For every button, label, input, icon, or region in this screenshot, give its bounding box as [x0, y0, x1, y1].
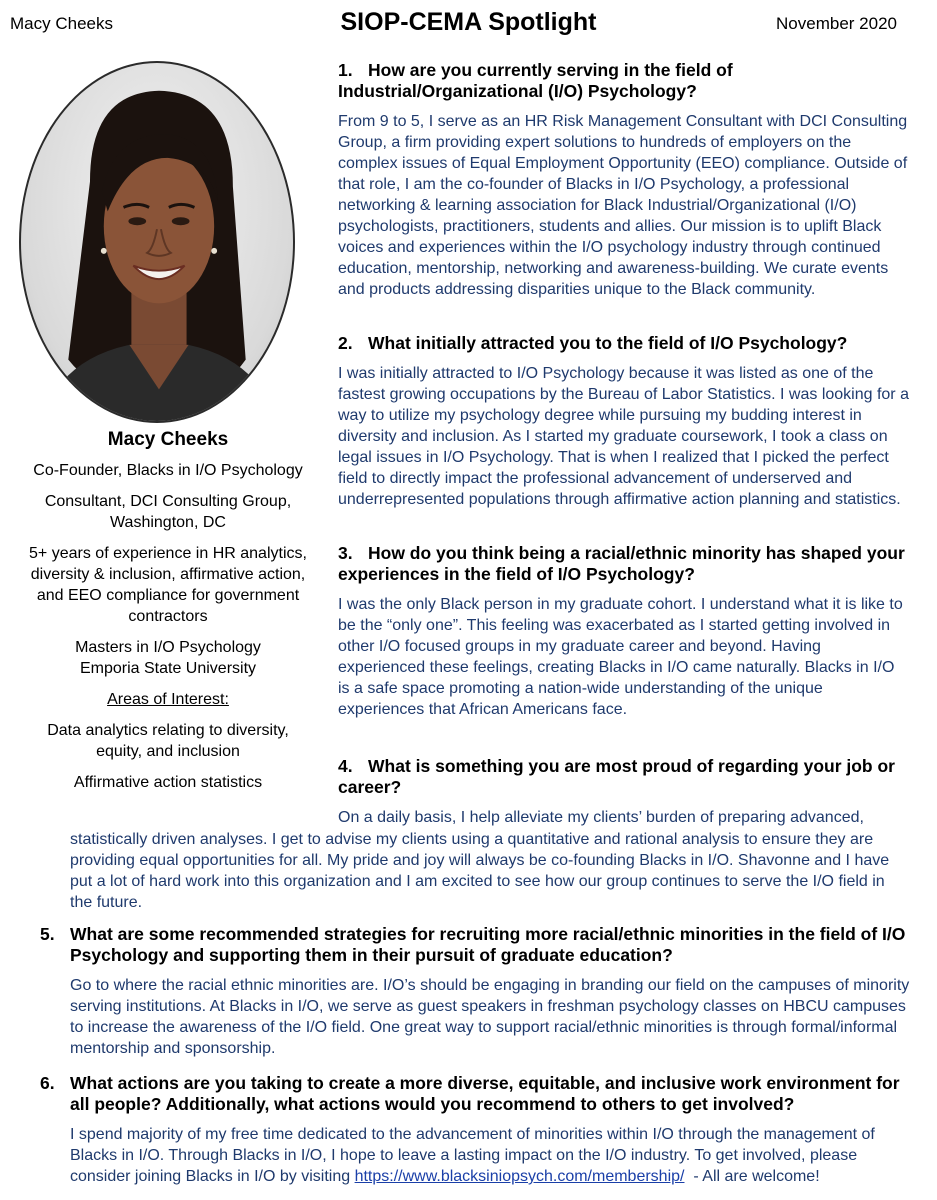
answer-4-continued: statistically driven analyses. I get to advise my clients using a quantitative and rational analysis to ensure they are providing equal opportunities for all. My pride and joy will always be co-founding Blacks in I/O. Shavonne and I have put a lot of hard work into this organization and I am excited to see how our group continues to serve the I/O field in the future.: [70, 831, 890, 911]
profile-photo: [19, 61, 295, 423]
question-text: What are some recommended strategies for recruiting more racial/ethnic minorities in the field of I/O Psychology and supporting them in their pursuit of graduate education?: [70, 924, 906, 965]
answer-6-closing: - All are welcome!: [684, 1168, 820, 1185]
answer-3: I was the only Black person in my graduate cohort. I understand what it is like to be the “only one”. This feeling was exacerbated as I started getting involved in other I/O focused groups in my graduate career and beyond. Having experienced these feelings, creating Blacks in I/O came naturally. Blacks in I/O is a safe space promoting a nation-wide understanding of the unique experiences that African Americans face.: [338, 596, 903, 718]
profile-experience: 5+ years of experience in HR analytics, diversity & inclusion, affirmative action, and EEO compliance for government contractors: [29, 545, 307, 625]
page-title: SIOP-CEMA Spotlight: [340, 8, 597, 36]
answer-6: [70, 1124, 910, 1187]
question-5: [40, 924, 910, 966]
interest-item: Data analytics relating to diversity, equity, and inclusion: [47, 722, 289, 760]
answer-2: I was initially attracted to I/O Psychology because it was listed as one of the fastest growing occupations by the Bureau of Labor Statistics. I was looking for a way to utilize my psychology degree while pursuing my budding interest in diversity and inclusion. As I started my graduate coursework, I took a class on legal issues in I/O Psychology. That is when I realized that I picked the perfect field to directly impact the professional advancement of underserved and underrepresented populations through affirmative action planning and statistics.: [338, 365, 909, 508]
answer-5: Go to where the racial ethnic minorities are. I/O’s should be engaging in branding our field on the campuses of minority serving institutions. At Blacks in I/O, we serve as guest speakers in freshman psychology classes on HBCU campuses to increase the awareness of the I/O field. One great way to support racial/ethnic minorities is through formal/informal mentorship and sponsorship.: [70, 977, 910, 1057]
qa-item-4: [338, 756, 910, 828]
interests-heading: Areas of Interest:: [107, 691, 229, 708]
question-2: [338, 333, 910, 354]
question-number: 2.: [338, 333, 353, 353]
question-number: 1.: [338, 60, 353, 80]
profile-role-consultant: Consultant, DCI Consulting Group, Washington, DC: [44, 493, 292, 531]
question-number: 3.: [338, 543, 353, 563]
question-6: [40, 1073, 910, 1115]
answer-1: From 9 to 5, I serve as an HR Risk Management Consultant with DCI Consulting Group, a firm providing expert solutions to hundreds of employers on the complex issues of Equal Employment Opportunity (EEO) compliance. Outside of that role, I am the co-founder of Blacks in I/O Psychology, a professional networking & learning association for Black Industrial/Organizational (I/O) psychologists, practitioners, students and allies. Our mission is to uplift Black voices and experiences within the I/O psychology industry through continued education, mentorship, networking and awareness-building. We curate events and products addressing disparities unique to the Black community.: [338, 113, 908, 298]
question-number: 4.: [338, 756, 353, 776]
answer-6-text: I spend majority of my free time dedicated to the advancement of minorities within I/O through the management of Blacks in I/O. Through Blacks in I/O, I hope to leave a lasting impact on the I/O industry. To get involved, please consider joining Blacks in I/O by visiting: [70, 1126, 875, 1185]
education-degree: Masters in I/O Psychology: [75, 639, 261, 656]
question-1: [338, 60, 910, 102]
question-text: How do you think being a racial/ethnic minority has shaped your experiences in the field of I/O Psychology?: [338, 543, 905, 584]
profile-card: [18, 428, 318, 803]
portrait-illustration: [21, 63, 293, 421]
question-number: 6.: [40, 1073, 55, 1093]
qa-item-5: [40, 924, 910, 1059]
qa-item-2: [338, 333, 910, 510]
header-author: Macy Cheeks: [10, 14, 113, 33]
question-text: What initially attracted you to the field of I/O Psychology?: [368, 333, 848, 353]
question-text: What is something you are most proud of regarding your job or career?: [338, 756, 895, 797]
profile-name: Macy Cheeks: [107, 429, 229, 450]
education-school: Emporia State University: [79, 660, 257, 677]
question-text: What actions are you taking to create a more diverse, equitable, and inclusive work environment for all people? Additionally, what actions would you recommend to others to get involved?: [70, 1073, 900, 1114]
header-date: November 2020: [776, 14, 897, 33]
question-text: How are you currently serving in the field of Industrial/Organizational (I/O) Psychology?: [338, 60, 733, 101]
profile-education: [18, 637, 318, 679]
question-3: [338, 543, 910, 585]
profile-role-cofounder: Co-Founder, Blacks in I/O Psychology: [33, 462, 303, 479]
answer-4-first-line: On a daily basis, I help alleviate my clients’ burden of preparing advanced,: [338, 809, 864, 826]
qa-item-1: [338, 60, 910, 300]
membership-link[interactable]: https://www.blacksiniopsych.com/membership/: [354, 1168, 685, 1185]
interest-item: Affirmative action statistics: [73, 774, 263, 791]
question-4: [338, 756, 910, 798]
qa-item-3: [338, 543, 910, 720]
qa-item-6: [40, 1073, 910, 1187]
question-number: 5.: [40, 924, 55, 944]
